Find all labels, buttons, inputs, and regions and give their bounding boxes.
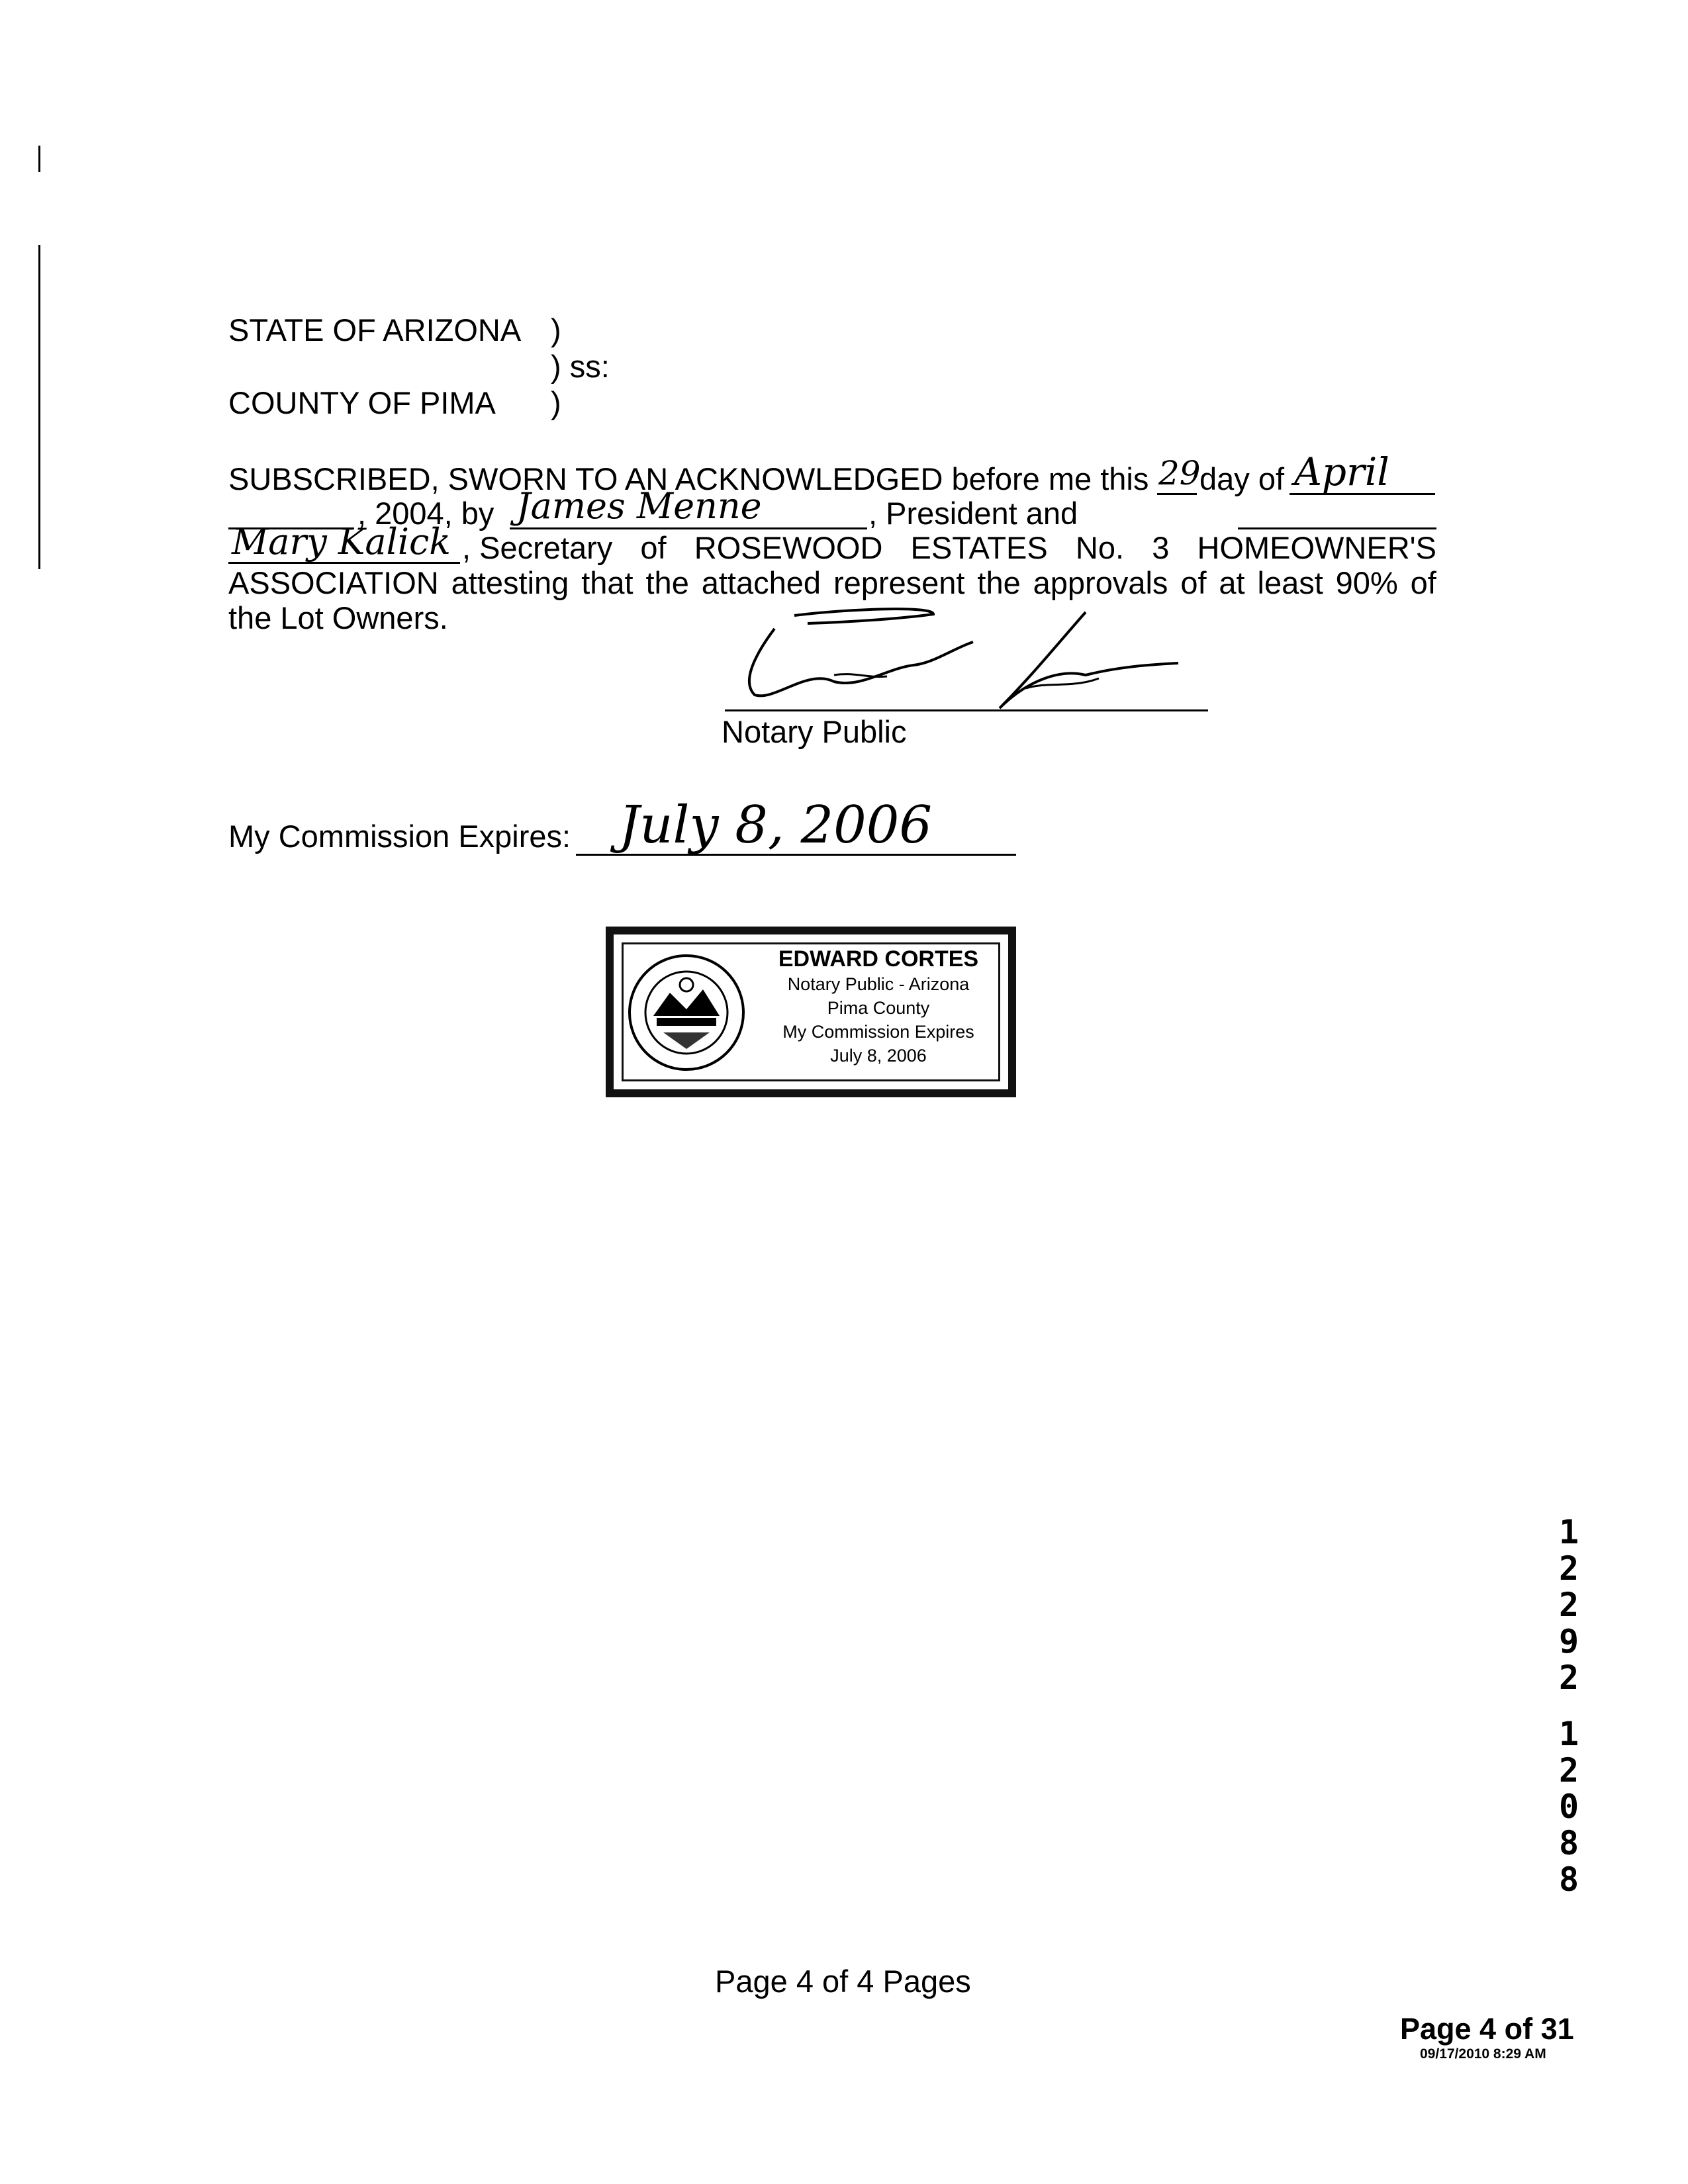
commission-label: My Commission Expires: xyxy=(228,819,571,854)
president-blank xyxy=(510,527,867,529)
recorder-timestamp: 09/17/2010 8:29 AM xyxy=(1420,2046,1546,2062)
document-page: STATE OF ARIZONA ) ) ss: COUNTY OF PIMA ) SUBSCRIBED, SWORN TO AN ACKNOWLEDGED before me this 29 day of April , 2004, by James Menne , President and Mary Kalick , Secretary of ROSEWOOD ESTATES No. 3 HOMEOWNER'S ASSOCIATION attesting that the attached represent the approvals of at least 90% of the Lot Owners. Notary Public My Commission Expires: July 8, 2006 EDWARD CORTES Notary Public - Arizona Pima County My Commission Expires July 8, 2006 1 2 2 9 2 1 2 0 8 8 Page 4 of 4 Pages Page 4 of 31 09/17/2010 8:29 AM xyxy=(0,0,1688,2184)
president-name-handwritten: James Menne xyxy=(516,485,762,527)
ack-line1-prefix: SUBSCRIBED, SWORN TO AN ACKNOWLEDGED before me this xyxy=(228,461,1149,496)
notary-public-label: Notary Public xyxy=(722,714,907,749)
binding-mark xyxy=(38,245,40,569)
stamp-title: Notary Public - Arizona xyxy=(787,974,970,994)
stamp-name: EDWARD CORTES xyxy=(778,946,979,972)
stamp-county: Pima County xyxy=(827,998,930,1018)
notary-stamp xyxy=(606,927,1016,1097)
ack-line4: ASSOCIATION attesting that the attached represent the approvals of at least 90% of xyxy=(228,565,1436,600)
venue-county: COUNTY OF PIMA xyxy=(228,385,496,420)
page-of-pages: Page 4 of 4 Pages xyxy=(715,1964,971,1999)
ack-line1-mid: day of xyxy=(1199,461,1285,496)
state-seal-icon xyxy=(627,953,746,1072)
day-blank xyxy=(1157,493,1197,495)
month-handwritten: April xyxy=(1294,449,1389,494)
venue-paren-2: ) xyxy=(551,385,561,420)
ack-line3: , Secretary of ROSEWOOD ESTATES No. 3 HOMEOWNER'S xyxy=(462,530,1436,565)
recorder-page-number: Page 4 of 31 xyxy=(1400,2012,1574,2046)
day-handwritten: 29 xyxy=(1158,454,1201,492)
ack-line2-role: , President and xyxy=(868,496,1078,531)
ack-line5: the Lot Owners. xyxy=(228,600,448,635)
binding-mark xyxy=(38,146,40,172)
stamp-expires-label: My Commission Expires xyxy=(782,1022,974,1042)
secretary-name-handwritten: Mary Kalick xyxy=(232,521,451,563)
second-officer-blank xyxy=(1238,527,1436,529)
ack-line2-year: , 2004, by xyxy=(357,496,494,531)
venue-paren-1: ) xyxy=(551,312,561,347)
commission-date-handwritten: July 8, 2006 xyxy=(619,796,933,855)
venue-state: STATE OF ARIZONA xyxy=(228,312,522,347)
venue-ss: ) ss: xyxy=(551,349,610,384)
notary-signature-line xyxy=(725,709,1208,711)
stamp-expires-date: July 8, 2006 xyxy=(830,1046,927,1066)
